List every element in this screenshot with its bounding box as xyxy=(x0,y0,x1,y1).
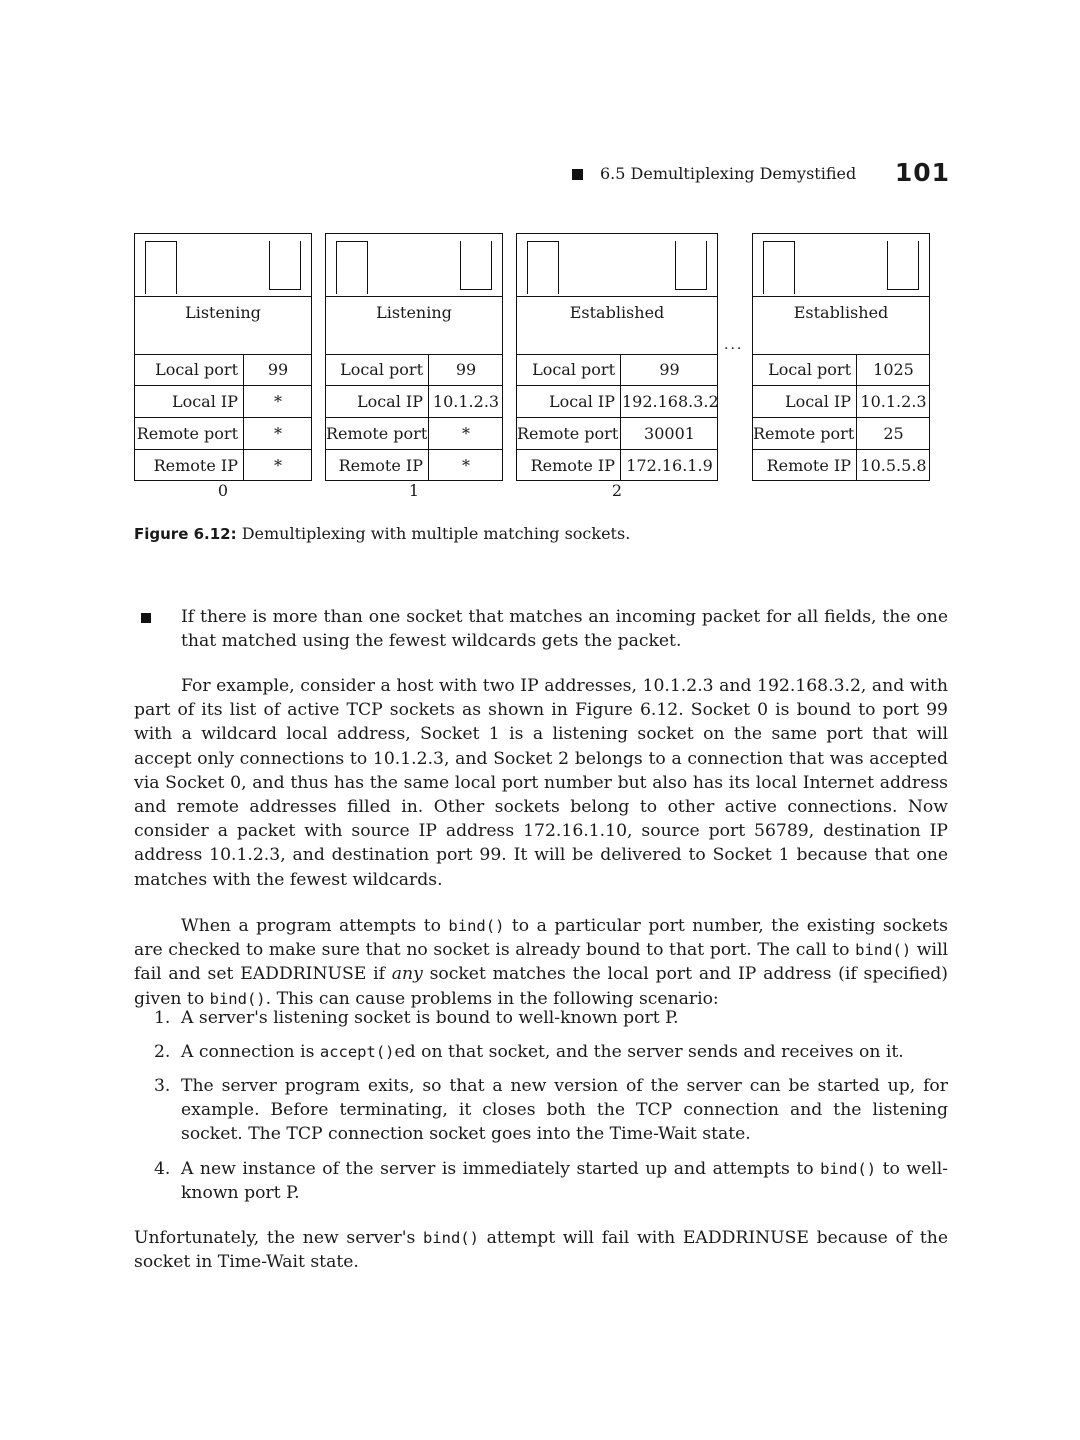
socket-box xyxy=(134,233,312,481)
socket-buffer-area xyxy=(517,234,717,297)
field-row xyxy=(326,418,502,450)
list-number: 4. xyxy=(154,1159,171,1179)
text-run: attempt will fail with EADDRINUSE because of the socket in Time-Wait state. xyxy=(134,1228,948,1273)
field-label: Local IP xyxy=(135,386,244,417)
socket-buffer-area xyxy=(753,234,929,297)
code-bind: bind() xyxy=(209,989,266,1008)
figure-6-12 xyxy=(134,233,934,503)
paragraph-example xyxy=(134,674,948,892)
field-value: 99 xyxy=(659,360,680,379)
text-run: . This can cause problems in the following scenario: xyxy=(265,988,719,1009)
socket-state: Established xyxy=(517,296,717,355)
field-label: Remote port xyxy=(517,418,621,449)
field-row xyxy=(517,450,717,481)
field-row xyxy=(517,418,717,450)
socket-fields xyxy=(135,354,311,481)
field-row xyxy=(135,450,311,481)
buffer-bracket-icon xyxy=(269,241,301,290)
field-label: Local IP xyxy=(517,386,621,417)
buffer-bracket-icon xyxy=(145,241,177,294)
field-row xyxy=(135,418,311,450)
text-run: to well-known port P. xyxy=(181,1159,948,1204)
field-label: Remote port xyxy=(326,418,429,449)
bullet-text: If there is more than one socket that matches an incoming packet for all fields, the one that matched using the fewest wildcards gets the packet. xyxy=(181,607,948,652)
text-run: Unfortunately, the new server's xyxy=(134,1228,423,1248)
text-run: socket matches the local port and IP address (if specified) given to xyxy=(134,964,949,1009)
field-value: 99 xyxy=(455,360,477,379)
field-label: Remote port xyxy=(753,418,857,449)
code-accept: accept() xyxy=(319,1043,395,1061)
field-label: Local IP xyxy=(753,386,857,417)
socket-fields xyxy=(753,354,929,481)
buffer-bracket-icon xyxy=(887,241,919,290)
field-value: * xyxy=(462,456,470,475)
socket-index-label: 0 xyxy=(217,481,229,500)
page-number: 101 xyxy=(894,158,950,187)
running-header xyxy=(566,160,950,190)
list-text xyxy=(181,1040,948,1064)
header-section-title: 6.5 Demultiplexing Demystified xyxy=(600,164,857,183)
field-label: Local port xyxy=(135,354,244,385)
list-number: 1. xyxy=(154,1008,171,1028)
paragraph-bind xyxy=(134,914,948,1011)
list-text: The server program exits, so that a new version of the server can be started up, for example. Before terminating, it closes both the TCP connection and the listening socket. The TCP connection socket goes into the Time-Wait state. xyxy=(181,1076,948,1145)
ellipsis: ... xyxy=(724,337,744,353)
field-value: 10.5.5.8 xyxy=(860,456,927,475)
buffer-bracket-icon xyxy=(675,241,707,290)
socket-box xyxy=(516,233,718,481)
field-value: 1025 xyxy=(873,360,914,379)
figure-caption xyxy=(134,524,630,543)
field-label: Local port xyxy=(326,354,429,385)
field-label: Remote IP xyxy=(517,450,621,481)
buffer-bracket-icon xyxy=(763,241,795,294)
code-bind: bind() xyxy=(448,917,505,935)
socket-index-label: 2 xyxy=(611,481,623,500)
code-bind: bind() xyxy=(855,941,912,960)
field-label: Local IP xyxy=(326,386,429,417)
field-label: Local port xyxy=(753,354,857,385)
text-run: A new instance of the server is immediately started up and attempts to xyxy=(181,1159,821,1179)
field-row xyxy=(517,354,717,386)
field-value: * xyxy=(274,392,282,411)
field-row xyxy=(753,354,929,386)
field-value: * xyxy=(462,424,470,443)
header-bullet-icon xyxy=(572,169,583,180)
paragraph-conclusion xyxy=(134,1226,948,1274)
field-value: 30001 xyxy=(644,424,695,443)
field-row xyxy=(326,386,502,418)
list-text xyxy=(181,1157,948,1205)
socket-fields xyxy=(517,354,717,481)
buffer-bracket-icon xyxy=(460,241,492,290)
socket-box xyxy=(752,233,930,481)
text-run: A connection is xyxy=(181,1042,320,1062)
field-row xyxy=(135,354,311,386)
field-value: 10.1.2.3 xyxy=(432,392,500,411)
caption-text: Demultiplexing with multiple matching sockets. xyxy=(241,524,631,543)
text-run: will fail and set EADDRINUSE if xyxy=(134,940,948,985)
text-run: to a particular port number, the existing sockets are checked to make sure that no socket is already bound to that port. The call to xyxy=(134,916,948,961)
socket-index-label: 1 xyxy=(408,481,420,500)
field-row xyxy=(753,450,929,481)
field-row xyxy=(517,386,717,418)
field-value: 99 xyxy=(267,360,289,379)
code-bind: bind() xyxy=(422,1229,479,1247)
field-value: 25 xyxy=(883,424,904,443)
list-text: A server's listening socket is bound to well-known port P. xyxy=(181,1008,679,1028)
field-row xyxy=(326,354,502,386)
field-row xyxy=(753,418,929,450)
field-value: 10.1.2.3 xyxy=(860,392,927,411)
field-label: Remote port xyxy=(135,418,244,449)
socket-fields xyxy=(326,354,502,481)
paragraph-text: For example, consider a host with two IP addresses, 10.1.2.3 and 192.168.3.2, and with part of its list of active TCP sockets as shown in Figure 6.12. Socket 0 is bound to port 99 with a wildcard local address, Socket 1 is a listening socket on the same port that will accept only connections to 10.1.2.3, and Socket 2 belongs to a connection that was accepted via Socket 0, and thus has the same local port number but also has its local Internet address and remote addresses filled in. Other sockets belong to other active connections. Now consider a packet with source IP address 172.16.1.10, source port 56789, destination IP address 10.1.2.3, and destination port 99. It will be delivered to Socket 1 because that one matches with the fewest wildcards. xyxy=(134,676,948,890)
emphasis-any: any xyxy=(391,964,423,985)
socket-state: Listening xyxy=(326,296,502,355)
buffer-bracket-icon xyxy=(527,241,559,294)
socket-box xyxy=(325,233,503,481)
socket-state: Established xyxy=(753,296,929,355)
field-row xyxy=(753,386,929,418)
list-number: 3. xyxy=(154,1076,171,1096)
socket-buffer-area xyxy=(326,234,502,297)
socket-buffer-area xyxy=(135,234,311,297)
field-value: 192.168.3.2 xyxy=(622,392,719,411)
field-value: * xyxy=(274,456,282,475)
caption-label: Figure 6.12: xyxy=(134,525,237,543)
field-label: Local port xyxy=(517,354,621,385)
text-run: When a program attempts to xyxy=(181,916,449,936)
text-run: ed on that socket, and the server sends and receives on it. xyxy=(394,1042,904,1062)
field-label: Remote IP xyxy=(326,450,429,481)
field-value: * xyxy=(274,424,282,443)
code-bind: bind() xyxy=(820,1160,877,1178)
field-label: Remote IP xyxy=(135,450,244,481)
socket-state: Listening xyxy=(135,296,311,355)
list-number: 2. xyxy=(154,1042,171,1062)
buffer-bracket-icon xyxy=(336,241,368,294)
field-value: 172.16.1.9 xyxy=(626,456,713,475)
field-row xyxy=(326,450,502,481)
field-label: Remote IP xyxy=(753,450,857,481)
field-row xyxy=(135,386,311,418)
bullet-icon xyxy=(141,613,151,623)
